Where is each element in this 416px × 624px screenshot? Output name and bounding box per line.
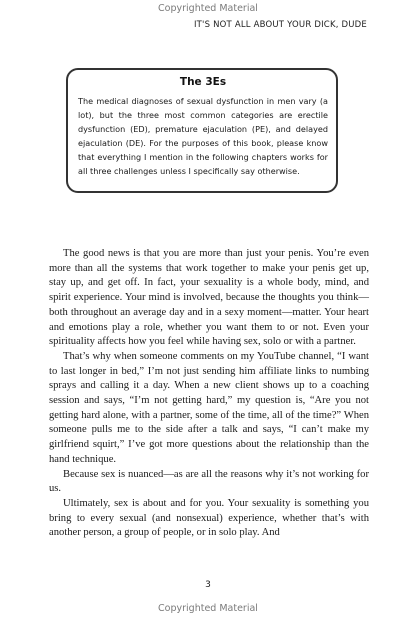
page-number: 3: [205, 580, 211, 590]
paragraph: Because sex is nuanced—as are all the reasons why it’s not working for us.: [49, 468, 369, 495]
copyright-notice-bottom: Copyrighted Material: [158, 603, 258, 614]
callout-box: [66, 68, 338, 193]
copyright-notice-top: Copyrighted Material: [158, 3, 258, 14]
running-head: IT'S NOT ALL ABOUT YOUR DICK, DUDE: [193, 20, 367, 30]
paragraph: The good news is that you are more than just your penis. You’re even more than all the systems that work together to make your penis get up, stay up, and get off. In fact, your sexuality is a whole body, mind, and spirit experience. Your mind is involved, because the thoughts you think—both throughout an average day and in a sexy moment—matter. Your heart and emotions play a role, whether you want them to or not. Even your spirituality affects how you feel while having sex, solo or with a partner.: [49, 248, 369, 348]
callout-body: The medical diagnoses of sexual dysfunction in men vary (a lot), but the three most common categories are erectile dysfunction (ED), premature ejaculation (PE), and delayed ejaculation (DE). For the purposes of this book, please know that everything I mention in the following chapters works for all three challenges unless I specifically say otherwise.: [78, 96, 328, 177]
callout-title: The 3Es: [179, 76, 227, 88]
paragraph: That’s why when someone comments on my YouTube channel, “I want to last longer in bed,” I’m not just sending him affiliate links to numbing sprays and calling it a day. When a new client shows up to a coaching session and says, “I’m not getting hard,” my question is, “Are you not getting hard alone, with a partner, some of the time, all of the time?” When someone pulls me to the side after a talk and says, “I can’t make my girlfriend squirt,” I’ve got more questions about the relationship than the hand technique.: [49, 350, 369, 465]
body-text: [49, 247, 369, 541]
paragraph: Ultimately, sex is about and for you. Your sexuality is something you bring to every sexual (and nonsexual) experience, whether that’s with another person, a group of people, or in solo play. And: [49, 497, 369, 539]
